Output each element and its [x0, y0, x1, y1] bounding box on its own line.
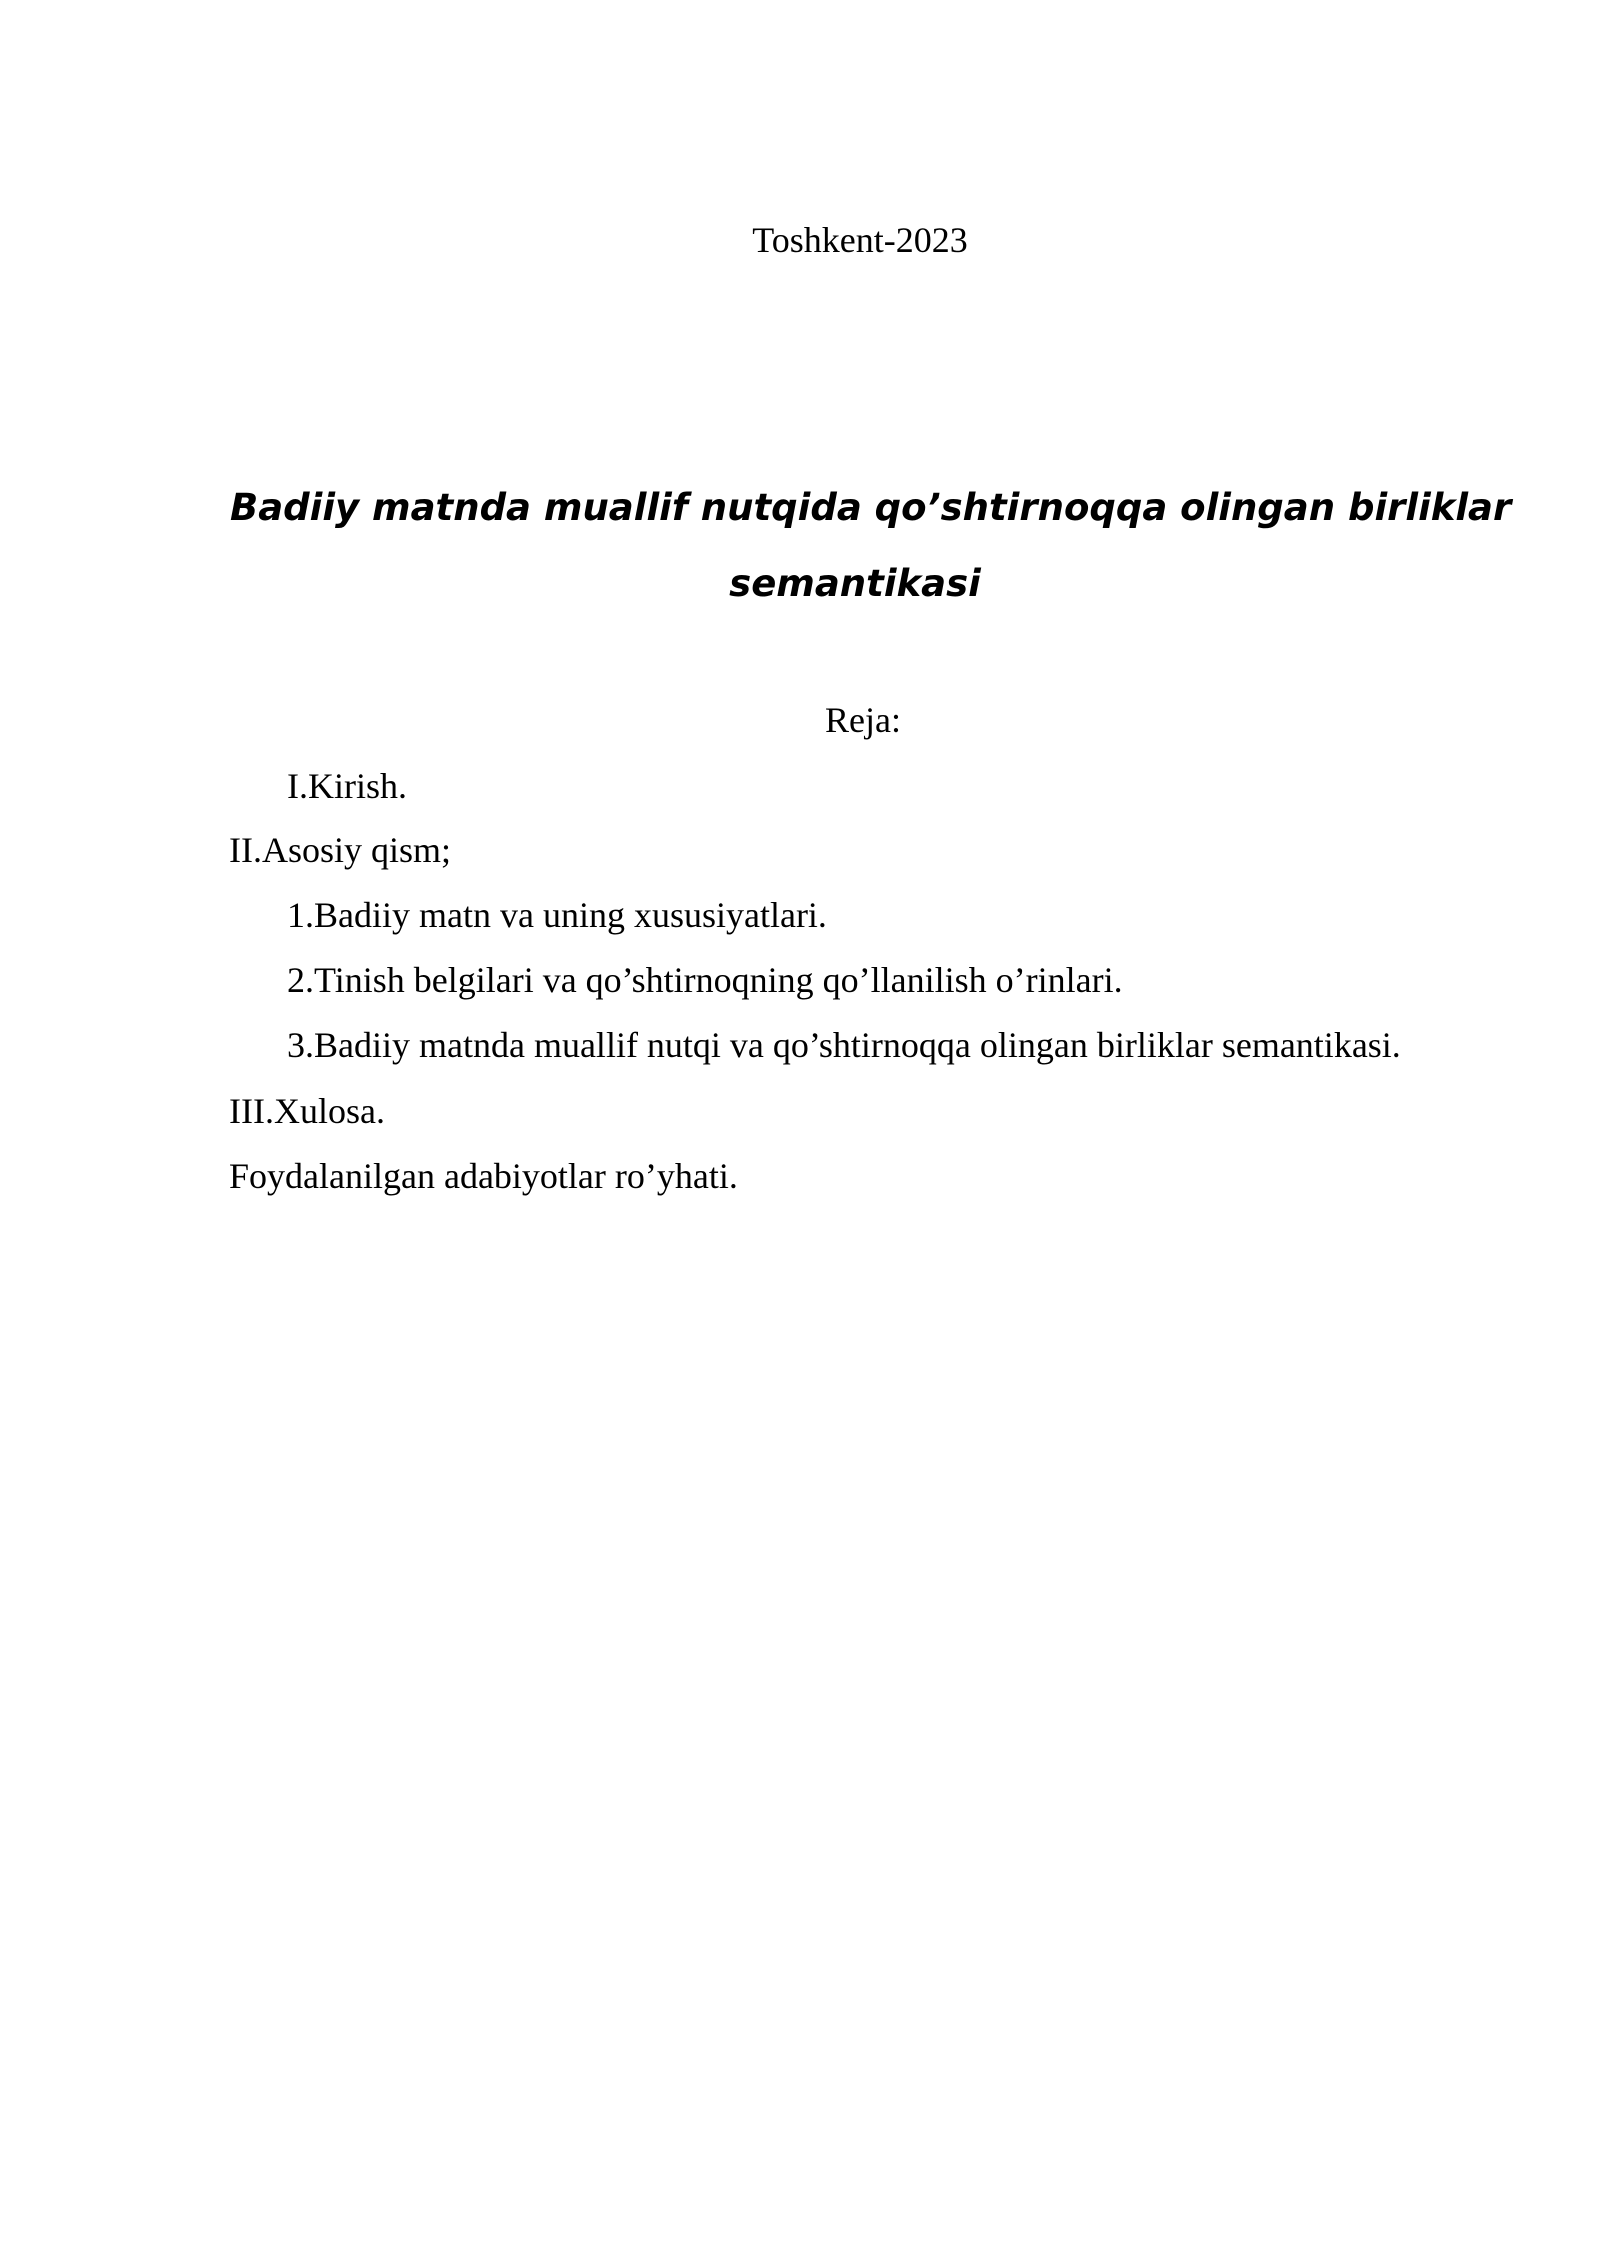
plan-heading: Reja: — [825, 700, 901, 740]
plan-subitem-artistic-text: 1.Badiiy matn va uning xususiyatlari. — [287, 895, 827, 935]
plan-subitem-punctuation: 2.Tinish belgilari va qo’shtirnoqning qo’llanilish o’rinlari. — [287, 960, 1123, 1000]
plan-item-main-part: II.Asosiy qism; — [229, 830, 452, 870]
title-line-2: semantikasi — [729, 562, 981, 605]
plan-subitem-semantics: 3.Badiiy matnda muallif nutqi va qo’shtirnoqqa olingan birliklar semantikasi. — [287, 1025, 1401, 1065]
document-title — [230, 470, 1512, 622]
plan-item-introduction: I.Kirish. — [287, 766, 407, 806]
title-line-1: Badiiy matnda muallif nutqida qo’shtirnoqqa olingan birliklar — [230, 486, 1512, 529]
plan-item-conclusion: III.Xulosa. — [229, 1091, 385, 1131]
plan-item-references: Foydalanilgan adabiyotlar ro’yhati. — [229, 1156, 738, 1196]
city-year-line: Toshkent-2023 — [752, 220, 968, 260]
